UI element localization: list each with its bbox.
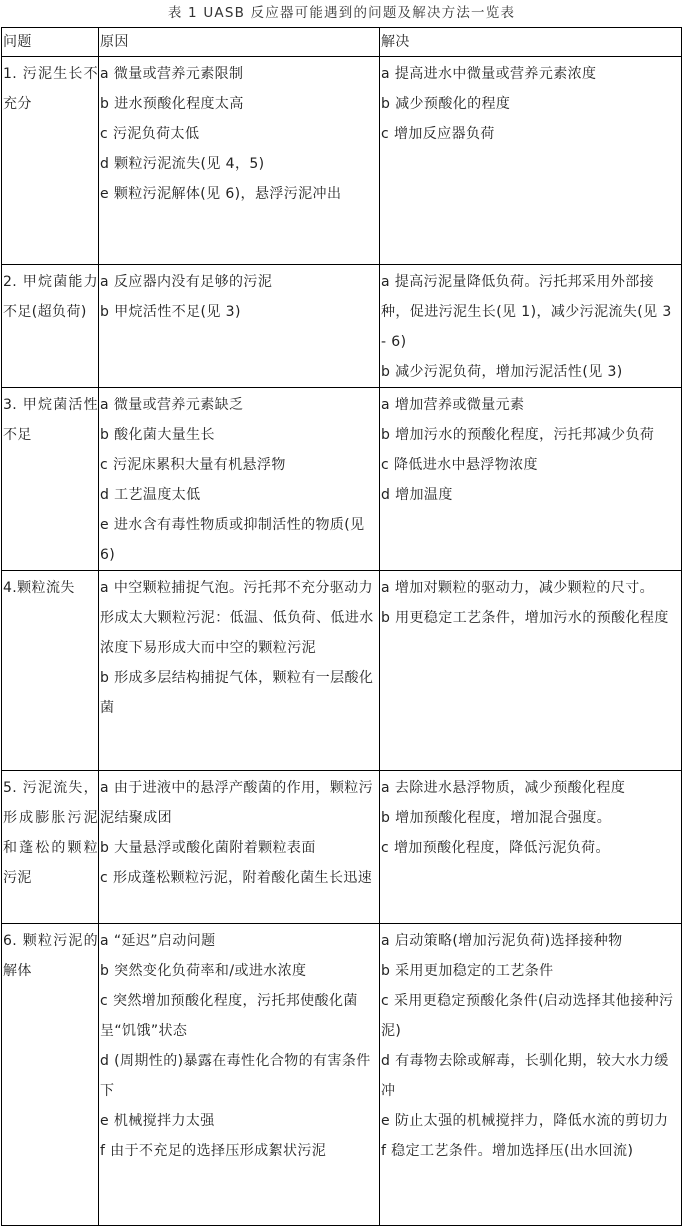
cause-item: f 由于不充足的选择压形成絮状污泥 xyxy=(100,1143,327,1159)
header-solution: 解决 xyxy=(380,28,682,57)
cause-cell xyxy=(99,771,380,924)
problem-cell: 4.颗粒流失 xyxy=(2,571,99,771)
cause-item: a “延迟”启动问题 xyxy=(100,933,216,949)
table-row xyxy=(2,571,682,771)
cause-cell xyxy=(99,571,380,771)
cause-item: a 微量或营养元素缺乏 xyxy=(100,397,244,413)
cause-item: c 突然增加预酸化程度，污托邦使酸化菌呈“饥饿”状态 xyxy=(100,993,358,1039)
cause-item: e 进水含有毒性物质或抑制活性的物质(见 6) xyxy=(100,517,365,563)
solution-item: d 有毒物去除或解毒，长驯化期，较大水力缓冲 xyxy=(381,1053,669,1099)
cause-item: e 机械搅拌力太强 xyxy=(100,1113,215,1129)
cause-cell xyxy=(99,924,380,1226)
cause-item: d (周期性的)暴露在毒性化合物的有害条件下 xyxy=(100,1053,371,1099)
solution-cell xyxy=(380,57,682,265)
solution-item: f 稳定工艺条件。增加选择压(出水回流) xyxy=(381,1143,634,1159)
solution-item: c 采用更稳定预酸化条件(启动选择其他接种污泥) xyxy=(381,993,674,1039)
cause-item: a 由于进液中的悬浮产酸菌的作用，颗粒污泥结聚成团 xyxy=(100,780,374,826)
cause-cell xyxy=(99,388,380,571)
problem-cell: 6. 颗粒污泥的解体 xyxy=(2,924,99,1226)
solution-item: b 减少预酸化的程度 xyxy=(381,96,511,112)
table-caption: 表 1 UASB 反应器可能遇到的问题及解决方法一览表 xyxy=(167,5,516,21)
cause-item: b 酸化菌大量生长 xyxy=(100,427,215,443)
cause-item: d 工艺温度太低 xyxy=(100,487,201,503)
table-row xyxy=(2,388,682,571)
table-row xyxy=(2,771,682,924)
table-row xyxy=(2,924,682,1226)
solution-item: b 增加污水的预酸化程度，污托邦减少负荷 xyxy=(381,427,655,443)
table-row xyxy=(2,265,682,388)
cause-item: a 微量或营养元素限制 xyxy=(100,66,244,82)
solution-item: e 防止太强的机械搅拌力，降低水流的剪切力 xyxy=(381,1113,669,1129)
solution-item: a 增加营养或微量元素 xyxy=(381,397,525,413)
cause-cell xyxy=(99,265,380,388)
header-cause: 原因 xyxy=(99,28,380,57)
solution-item: d 增加温度 xyxy=(381,487,453,503)
cause-item: a 中空颗粒捕捉气泡。污托邦不充分驱动力形成太大颗粒污泥：低温、低负荷、低进水浓度下易形成大而中空的颗粒污泥 xyxy=(100,580,374,656)
problem-cell: 3. 甲烷菌活性不足 xyxy=(2,388,99,571)
solution-item: b 用更稳定工艺条件，增加污水的预酸化程度 xyxy=(381,610,669,626)
cause-item: b 形成多层结构捕捉气体，颗粒有一层酸化菌 xyxy=(100,670,374,716)
solution-cell xyxy=(380,771,682,924)
cause-item: c 污泥负荷太低 xyxy=(100,126,200,142)
solution-item: b 采用更加稳定的工艺条件 xyxy=(381,963,554,979)
cause-cell xyxy=(99,57,380,265)
solution-item: a 去除进水悬浮物质，减少预酸化程度 xyxy=(381,780,626,796)
solution-cell xyxy=(380,571,682,771)
solution-item: b 增加预酸化程度，增加混合强度。 xyxy=(381,810,612,826)
cause-item: d 颗粒污泥流失(见 4，5) xyxy=(100,156,265,172)
problem-cell: 1. 污泥生长不充分 xyxy=(2,57,99,265)
cause-item: b 大量悬浮或酸化菌附着颗粒表面 xyxy=(100,840,316,856)
table-row xyxy=(2,57,682,265)
solution-item: a 提高污泥量降低负荷。污托邦采用外部接种，促进污泥生长(见 1)，减少污泥流失(见 3 - 6) xyxy=(381,274,672,350)
cause-item: b 进水预酸化程度太高 xyxy=(100,96,244,112)
problems-table xyxy=(1,27,682,1226)
cause-item: a 反应器内没有足够的污泥 xyxy=(100,274,273,290)
cause-item: b 突然变化负荷率和/或进水浓度 xyxy=(100,963,307,979)
cause-item: b 甲烷活性不足(见 3) xyxy=(100,304,241,320)
solution-item: b 减少污泥负荷，增加污泥活性(见 3) xyxy=(381,364,623,380)
cause-item: c 污泥床累积大量有机悬浮物 xyxy=(100,457,286,473)
solution-cell xyxy=(380,388,682,571)
solution-item: c 降低进水中悬浮物浓度 xyxy=(381,457,538,473)
header-problem: 问题 xyxy=(2,28,99,57)
solution-item: c 增加反应器负荷 xyxy=(381,126,495,142)
header-row xyxy=(2,28,682,57)
problem-cell: 5. 污泥流失，形成膨胀污泥和蓬松的颗粒污泥 xyxy=(2,771,99,924)
solution-item: a 启动策略(增加污泥负荷)选择接种物 xyxy=(381,933,623,949)
cause-item: c 形成蓬松颗粒污泥，附着酸化菌生长迅速 xyxy=(100,870,373,886)
solution-cell xyxy=(380,924,682,1226)
solution-item: a 增加对颗粒的驱动力，减少颗粒的尺寸。 xyxy=(381,580,655,596)
problem-cell: 2. 甲烷菌能力不足(超负荷) xyxy=(2,265,99,388)
solution-cell xyxy=(380,265,682,388)
cause-item: e 颗粒污泥解体(见 6)，悬浮污泥冲出 xyxy=(100,186,342,202)
solution-item: a 提高进水中微量或营养元素浓度 xyxy=(381,66,597,82)
solution-item: c 增加预酸化程度，降低污泥负荷。 xyxy=(381,840,610,856)
